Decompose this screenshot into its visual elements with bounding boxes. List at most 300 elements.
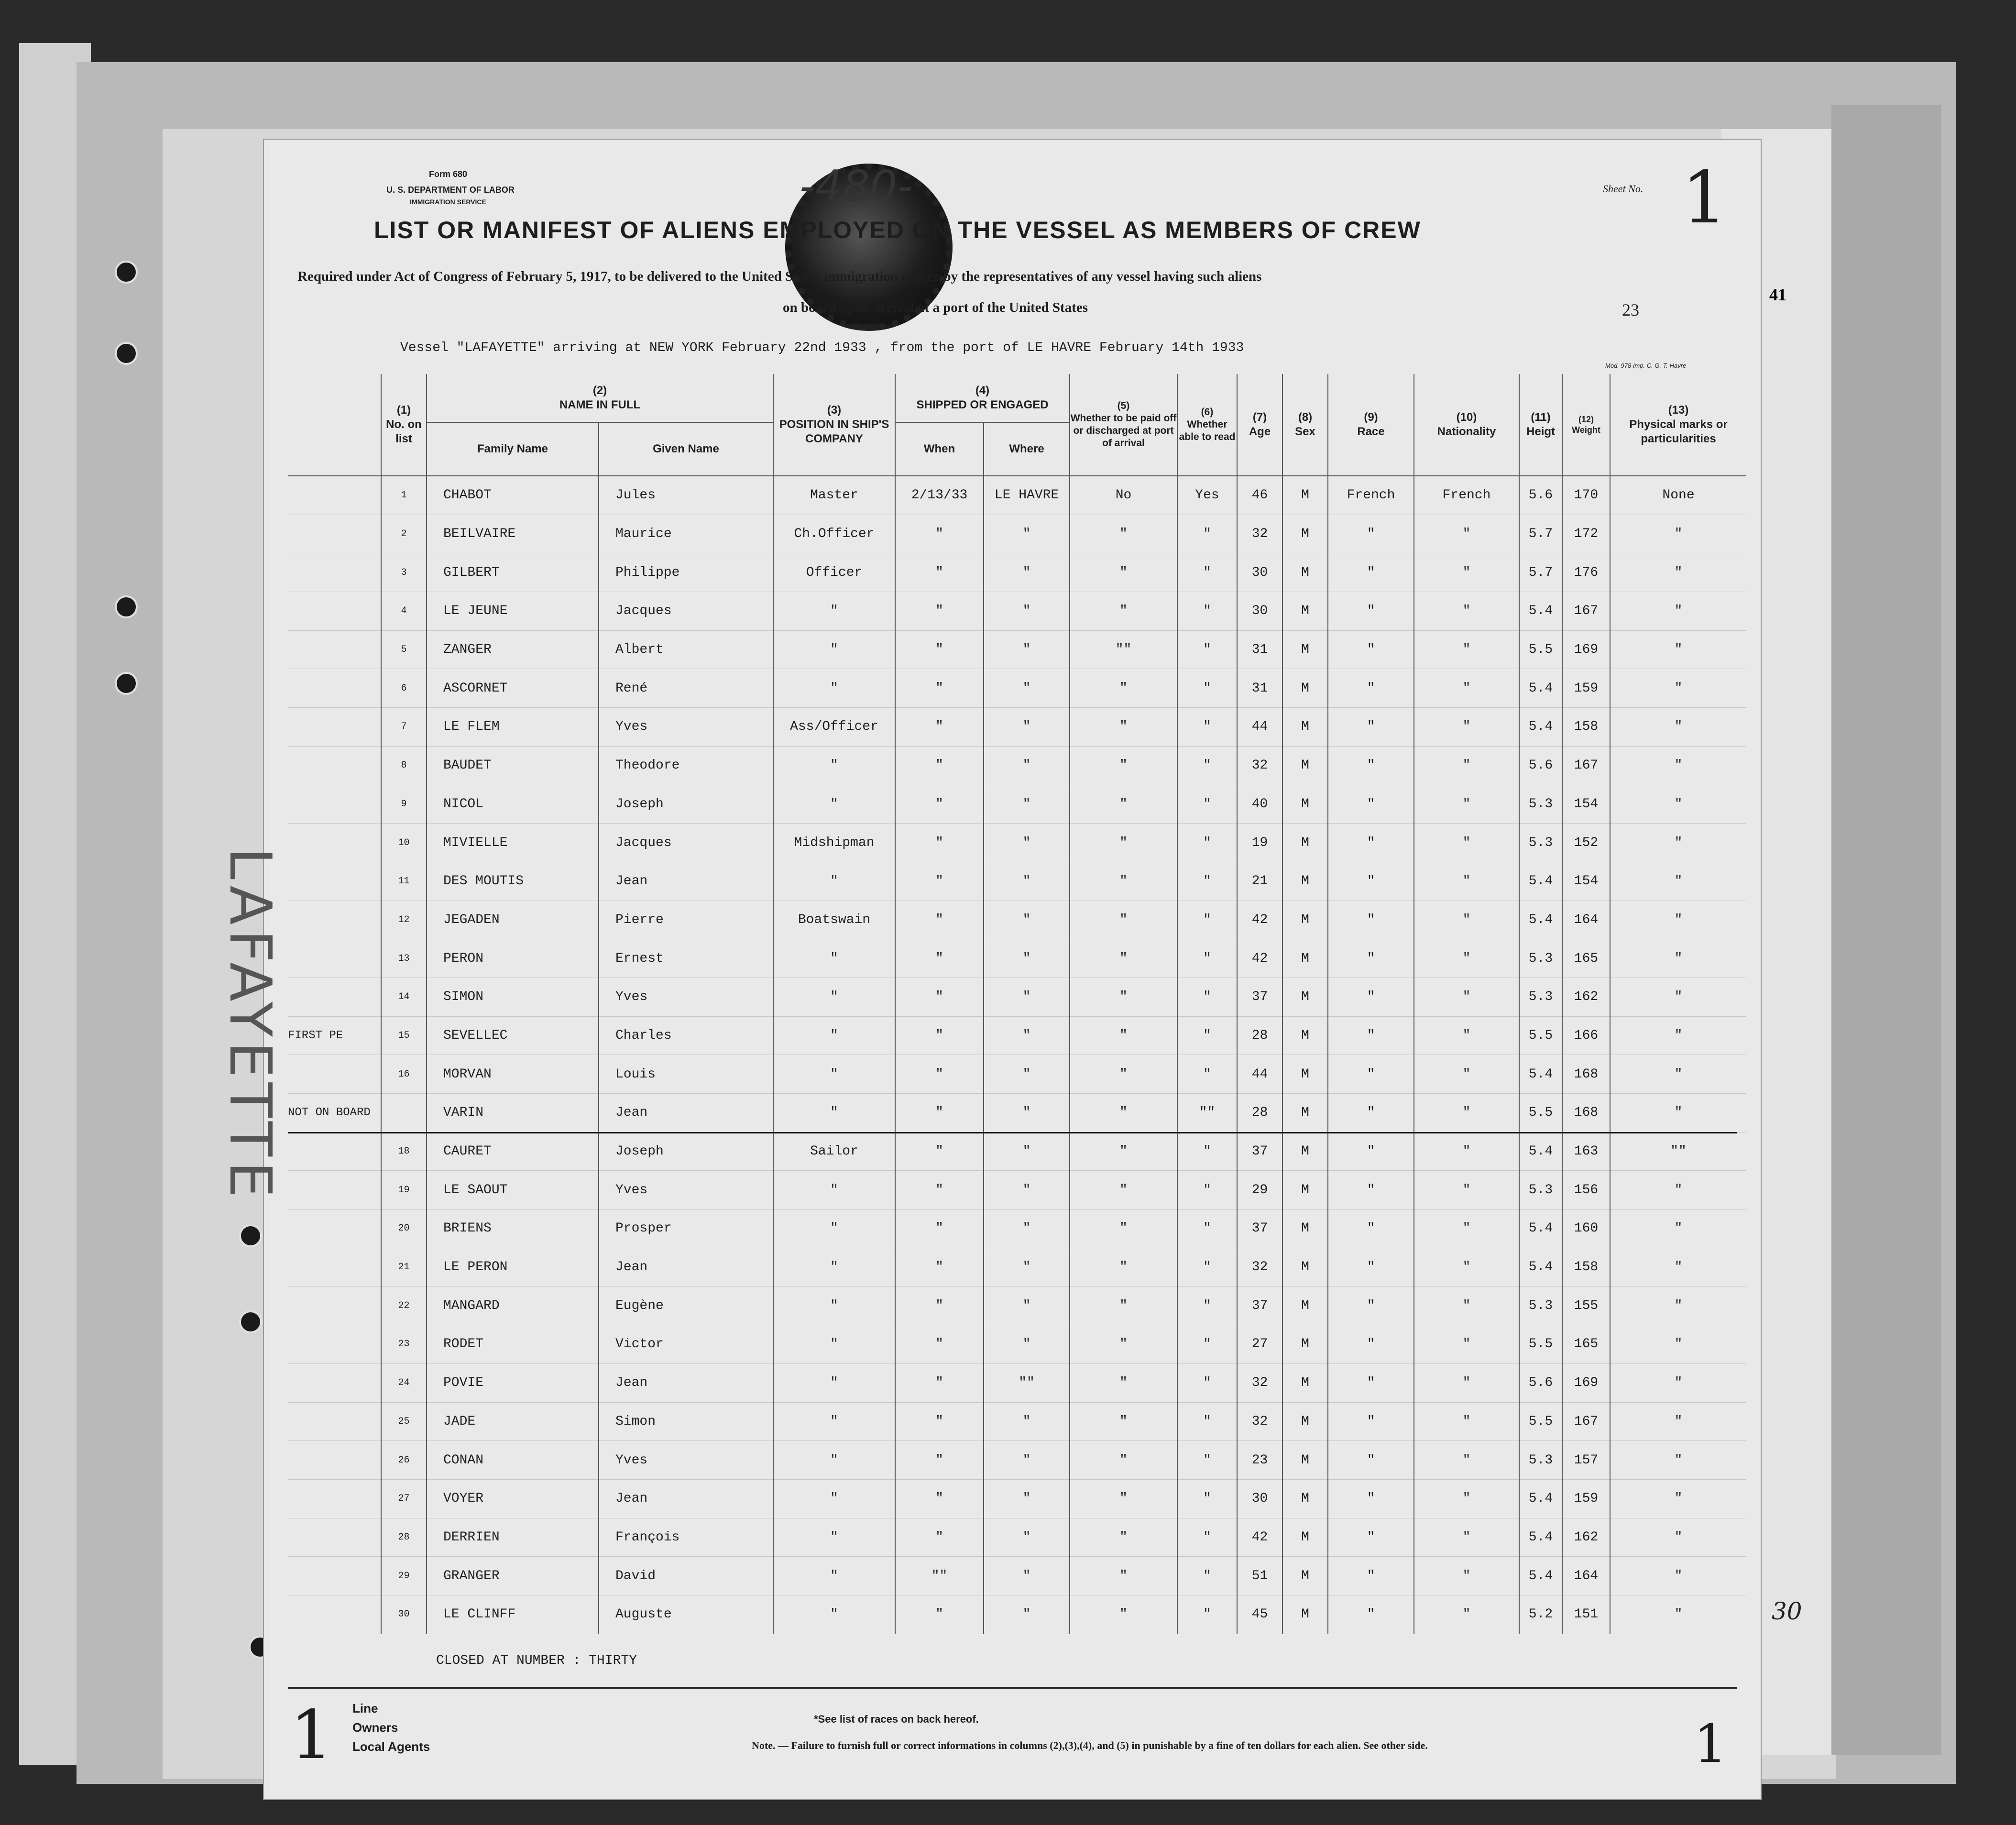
age-cell: 44 [1237,708,1282,747]
race-cell: " [1328,1557,1414,1595]
weight-cell: 169 [1562,1363,1610,1402]
race-cell: " [1328,1132,1414,1171]
punch-hole [115,595,138,618]
position-cell: " [773,1209,895,1248]
physical-marks-cell: " [1610,1363,1746,1402]
age-cell: 31 [1237,630,1282,669]
list-number-cell: 18 [381,1132,427,1171]
table-row [288,862,1746,901]
col-shipped-header: (4) SHIPPED OR ENGAGED [895,374,1070,422]
race-cell: " [1328,1325,1414,1364]
height-cell: 5.4 [1519,669,1562,708]
physical-marks-cell: "" [1610,1132,1746,1171]
shipped-where-cell: " [984,553,1070,592]
sex-cell: M [1282,1595,1328,1634]
paid-off-cell: " [1070,978,1177,1016]
given-name-cell: Maurice [599,515,773,553]
list-number-cell: 29 [381,1557,427,1595]
physical-marks-cell: " [1610,862,1746,901]
margin-note-cell [288,669,381,708]
physical-marks-cell: None [1610,476,1746,515]
family-name-cell: LE FLEM [427,708,599,747]
physical-marks-cell: " [1610,1248,1746,1286]
physical-marks-cell: " [1610,515,1746,553]
age-cell: 42 [1237,901,1282,939]
height-cell: 5.4 [1519,592,1562,631]
race-cell: " [1328,515,1414,553]
margin-note-cell [288,1132,381,1171]
position-cell: " [773,1363,895,1402]
given-name-cell: René [599,669,773,708]
position-cell: " [773,669,895,708]
paid-off-cell: " [1070,592,1177,631]
list-number-cell: 10 [381,824,427,862]
family-name-cell: VOYER [427,1479,599,1518]
margin-note-cell [288,1209,381,1248]
shipped-when-cell: " [895,978,984,1016]
shipped-when-cell: " [895,1132,984,1171]
shipped-where-cell: " [984,1518,1070,1557]
height-cell: 5.4 [1519,862,1562,901]
sex-cell: M [1282,1325,1328,1364]
physical-marks-cell: " [1610,1016,1746,1055]
weight-cell: 172 [1562,515,1610,553]
side-handwritten-number: 30 [1772,1597,1802,1625]
margin-header [288,374,381,476]
sex-cell: M [1282,592,1328,631]
nationality-cell: " [1414,824,1519,862]
age-cell: 32 [1237,515,1282,553]
race-cell: " [1328,1016,1414,1055]
list-number-cell: 20 [381,1209,427,1248]
height-cell: 5.5 [1519,1094,1562,1132]
given-name-cell: Eugène [599,1286,773,1325]
given-name-cell: Jean [599,1479,773,1518]
list-number-cell: 23 [381,1325,427,1364]
shipped-when-cell: " [895,1479,984,1518]
list-number-cell: 13 [381,939,427,978]
shipped-where-cell: " [984,515,1070,553]
given-name-cell: Yves [599,978,773,1016]
weight-cell: 160 [1562,1209,1610,1248]
height-cell: 5.2 [1519,1595,1562,1634]
shipped-where-cell: " [984,1132,1070,1171]
weight-cell: 158 [1562,708,1610,747]
margin-note-cell [288,708,381,747]
shipped-where-cell: " [984,1286,1070,1325]
physical-marks-cell: " [1610,1325,1746,1364]
position-cell: " [773,630,895,669]
shipped-where-cell: " [984,630,1070,669]
margin-note-cell [288,1248,381,1286]
shipped-where-cell: " [984,1016,1070,1055]
race-cell: " [1328,824,1414,862]
physical-marks-cell: " [1610,978,1746,1016]
given-name-cell: François [599,1518,773,1557]
race-cell: " [1328,978,1414,1016]
height-cell: 5.5 [1519,630,1562,669]
sex-cell: M [1282,824,1328,862]
race-cell: " [1328,1518,1414,1557]
given-name-cell: Theodore [599,746,773,785]
table-row [288,1325,1746,1364]
list-number-cell: 8 [381,746,427,785]
punch-hole [115,672,138,695]
margin-note-cell [288,515,381,553]
race-cell: " [1328,553,1414,592]
table-row [288,476,1746,515]
margin-note-cell [288,978,381,1016]
table-row [288,1055,1746,1094]
list-number-cell [381,1094,427,1132]
margin-note-cell [288,1286,381,1325]
margin-note-cell [288,1363,381,1402]
list-number-cell: 3 [381,553,427,592]
sex-cell: M [1282,1518,1328,1557]
sex-cell: M [1282,1363,1328,1402]
table-row [288,901,1746,939]
position-cell: " [773,1248,895,1286]
punch-hole [115,342,138,365]
physical-marks-cell: " [1610,1557,1746,1595]
position-cell: " [773,746,895,785]
physical-marks-cell: " [1610,1171,1746,1209]
sheet-number: 1 [1682,156,1728,240]
given-name-cell: Yves [599,1441,773,1480]
list-number-cell: 30 [381,1595,427,1634]
race-cell: " [1328,862,1414,901]
margin-note-cell [288,1479,381,1518]
sex-cell: M [1282,476,1328,515]
list-number-cell: 5 [381,630,427,669]
weight-cell: 151 [1562,1595,1610,1634]
position-cell: " [773,1094,895,1132]
nationality-cell: " [1414,669,1519,708]
given-name-cell: Joseph [599,785,773,824]
col-no-header: (1) No. on list [381,374,427,476]
list-number-cell: 4 [381,592,427,631]
weight-cell: 159 [1562,1479,1610,1518]
position-cell: " [773,1595,895,1634]
race-cell: " [1328,1209,1414,1248]
height-cell: 5.3 [1519,785,1562,824]
margin-note-cell [288,785,381,824]
family-name-cell: MANGARD [427,1286,599,1325]
sex-cell: M [1282,862,1328,901]
position-cell: " [773,1286,895,1325]
margin-note-cell [288,1402,381,1441]
manifest-title: LIST OR MANIFEST OF ALIENS EMPLOYED ON THE VESSEL AS MEMBERS OF CREW [374,217,1421,243]
family-name-cell: ASCORNET [427,669,599,708]
margin-note-cell [288,862,381,901]
race-cell: " [1328,746,1414,785]
weight-cell: 164 [1562,1557,1610,1595]
nationality-cell: " [1414,978,1519,1016]
family-name-cell: CAURET [427,1132,599,1171]
paid-off-cell: " [1070,1518,1177,1557]
shipped-when-cell: "" [895,1557,984,1595]
nationality-cell: " [1414,1094,1519,1132]
height-cell: 5.4 [1519,1209,1562,1248]
margin-note-cell [288,1441,381,1480]
list-number-cell: 21 [381,1248,427,1286]
age-cell: 32 [1237,746,1282,785]
able-to-read-cell: " [1177,1557,1237,1595]
height-cell: 5.3 [1519,1286,1562,1325]
margin-note-cell [288,553,381,592]
family-name-cell: BAUDET [427,746,599,785]
able-to-read-cell: " [1177,1479,1237,1518]
shipped-where-cell: " [984,1094,1070,1132]
physical-marks-cell: " [1610,1441,1746,1480]
family-name-cell: LE JEUNE [427,592,599,631]
able-to-read-cell: " [1177,1016,1237,1055]
shipped-when-cell: " [895,785,984,824]
paid-off-cell: " [1070,824,1177,862]
able-to-read-cell: " [1177,1209,1237,1248]
given-name-cell: Prosper [599,1209,773,1248]
shipped-when-cell: " [895,1055,984,1094]
physical-marks-cell: " [1610,785,1746,824]
margin-note-cell [288,1055,381,1094]
family-name-cell: GILBERT [427,553,599,592]
able-to-read-cell: " [1177,1518,1237,1557]
list-number-cell: 15 [381,1016,427,1055]
paid-off-cell: " [1070,1441,1177,1480]
sex-cell: M [1282,1248,1328,1286]
able-to-read-cell: " [1177,669,1237,708]
table-row [288,978,1746,1016]
age-cell: 37 [1237,1209,1282,1248]
physical-marks-cell: " [1610,901,1746,939]
height-cell: 5.7 [1519,515,1562,553]
nationality-cell: " [1414,746,1519,785]
able-to-read-cell: " [1177,515,1237,553]
able-to-read-cell: " [1177,630,1237,669]
nationality-cell: " [1414,939,1519,978]
races-note: *See list of races on back hereof. [814,1713,979,1725]
list-number-cell: 7 [381,708,427,747]
table-row [288,1171,1746,1209]
family-name-cell: LE SAOUT [427,1171,599,1209]
paid-off-cell: " [1070,1248,1177,1286]
able-to-read-cell: " [1177,592,1237,631]
height-cell: 5.6 [1519,1363,1562,1402]
weight-cell: 155 [1562,1286,1610,1325]
nationality-cell: " [1414,1518,1519,1557]
list-number-cell: 9 [381,785,427,824]
position-cell: " [773,1557,895,1595]
family-name-cell: ZANGER [427,630,599,669]
weight-cell: 170 [1562,476,1610,515]
age-cell: 30 [1237,553,1282,592]
weight-cell: 158 [1562,1248,1610,1286]
position-cell: Ass/Officer [773,708,895,747]
shipped-where-cell: " [984,1441,1070,1480]
position-cell: " [773,862,895,901]
given-name-cell: Joseph [599,1132,773,1171]
shipped-where-cell: " [984,1325,1070,1364]
age-cell: 45 [1237,1595,1282,1634]
weight-cell: 167 [1562,592,1610,631]
nationality-cell: " [1414,592,1519,631]
nationality-cell: " [1414,708,1519,747]
physical-marks-cell: " [1610,824,1746,862]
shipped-when-cell: " [895,862,984,901]
physical-marks-cell: " [1610,1209,1746,1248]
weight-cell: 167 [1562,1402,1610,1441]
paid-off-cell: " [1070,1402,1177,1441]
col-marks-header: (13) Physical marks or particularities [1610,374,1746,476]
fine-note: Note. — Failure to furnish full or correct informations in columns (2),(3),(4), and (5) in punishable by a fine of ten dollars for each alien. See other side. [752,1739,1428,1751]
nationality-cell: " [1414,1209,1519,1248]
family-name-cell: DES MOUTIS [427,862,599,901]
nationality-cell: " [1414,862,1519,901]
paid-off-cell: " [1070,515,1177,553]
position-cell: Officer [773,553,895,592]
age-cell: 51 [1237,1557,1282,1595]
able-to-read-cell: " [1177,708,1237,747]
weight-cell: 163 [1562,1132,1610,1171]
paid-off-cell: " [1070,1595,1177,1634]
height-cell: 5.5 [1519,1016,1562,1055]
handwritten-page-mark: -480- [800,161,913,211]
family-name-cell: BEILVAIRE [427,515,599,553]
footer-sheet-number-right: 1 [1694,1713,1727,1774]
table-row [288,1441,1746,1480]
margin-note-cell [288,824,381,862]
shipped-when-cell: " [895,1441,984,1480]
weight-cell: 169 [1562,630,1610,669]
paid-off-cell: " [1070,1479,1177,1518]
punch-hole [239,1224,262,1247]
sex-cell: M [1282,1479,1328,1518]
margin-note-cell [288,901,381,939]
shipped-where-cell: " [984,862,1070,901]
position-cell: Master [773,476,895,515]
given-name-cell: Jacques [599,592,773,631]
closed-at-number: CLOSED AT NUMBER : THIRTY [436,1653,637,1668]
sex-cell: M [1282,1209,1328,1248]
shipped-where-cell: " [984,1557,1070,1595]
shipped-when-cell: " [895,669,984,708]
given-name-cell: Jacques [599,824,773,862]
physical-marks-cell: " [1610,1286,1746,1325]
position-cell: " [773,1518,895,1557]
able-to-read-cell: "" [1177,1094,1237,1132]
list-number-cell: 12 [381,901,427,939]
nationality-cell: " [1414,785,1519,824]
height-cell: 5.6 [1519,746,1562,785]
margin-note-cell [288,1171,381,1209]
able-to-read-cell: " [1177,1055,1237,1094]
race-cell: " [1328,1479,1414,1518]
list-number-cell: 6 [381,669,427,708]
able-to-read-cell: " [1177,785,1237,824]
age-cell: 27 [1237,1325,1282,1364]
paid-off-cell: " [1070,669,1177,708]
shipped-when-cell: " [895,901,984,939]
col-weight-header: (12) Weight [1562,374,1610,476]
col-nationality-header: (10) Nationality [1414,374,1519,476]
paid-off-cell: " [1070,1094,1177,1132]
family-name-cell: JEGADEN [427,901,599,939]
shipped-where-cell: "" [984,1363,1070,1402]
list-number-cell: 14 [381,978,427,1016]
table-row [288,669,1746,708]
physical-marks-cell: " [1610,592,1746,631]
weight-cell: 167 [1562,746,1610,785]
margin-note-cell [288,476,381,515]
shipped-when-cell: " [895,1016,984,1055]
service-name: IMMIGRATION SERVICE [410,198,486,206]
age-cell: 37 [1237,1286,1282,1325]
race-cell: " [1328,1055,1414,1094]
shipped-when-cell: " [895,515,984,553]
margin-note-cell [288,592,381,631]
position-cell: Ch.Officer [773,515,895,553]
margin-note-cell [288,630,381,669]
shipped-where-cell: " [984,939,1070,978]
weight-cell: 168 [1562,1055,1610,1094]
list-number-cell: 11 [381,862,427,901]
shipped-where-cell: " [984,708,1070,747]
paid-off-cell: " [1070,553,1177,592]
age-cell: 44 [1237,1055,1282,1094]
weight-cell: 165 [1562,1325,1610,1364]
given-name-cell: Yves [599,1171,773,1209]
nationality-cell: " [1414,1595,1519,1634]
position-cell: " [773,592,895,631]
able-to-read-cell: " [1177,746,1237,785]
table-row [288,1479,1746,1518]
col-height-header: (11) Heigt [1519,374,1562,476]
department-name: U. S. DEPARTMENT OF LABOR [386,185,515,195]
height-cell: 5.4 [1519,1479,1562,1518]
printer-mark: Mod. 978 Imp. C. G. T. Havre [1605,362,1687,369]
height-cell: 5.4 [1519,1248,1562,1286]
shipped-where-cell: " [984,901,1070,939]
race-cell: " [1328,939,1414,978]
age-cell: 37 [1237,1132,1282,1171]
given-name-cell: Auguste [599,1595,773,1634]
sex-cell: M [1282,1402,1328,1441]
sheet-label: Sheet No. [1603,183,1643,195]
table-row [288,1209,1746,1248]
list-number-cell: 24 [381,1363,427,1402]
manifest-subtitle: Required under Act of Congress of February 5, 1917, to be delivered to the United States immigration officer by the representatives of any vessel having such aliens [297,269,1262,284]
table-row [288,1016,1746,1055]
table-row [288,1402,1746,1441]
able-to-read-cell: " [1177,824,1237,862]
shipped-where-cell: " [984,785,1070,824]
age-cell: 42 [1237,1518,1282,1557]
side-page-number: 41 [1769,285,1786,304]
list-number-cell: 1 [381,476,427,515]
race-cell: " [1328,1094,1414,1132]
age-cell: 28 [1237,1094,1282,1132]
physical-marks-cell: " [1610,1479,1746,1518]
sex-cell: M [1282,1171,1328,1209]
height-cell: 5.4 [1519,1557,1562,1595]
nationality-cell: " [1414,1171,1519,1209]
sex-cell: M [1282,708,1328,747]
nationality-cell: " [1414,1325,1519,1364]
weight-cell: 152 [1562,824,1610,862]
family-name-cell: RODET [427,1325,599,1364]
weight-cell: 168 [1562,1094,1610,1132]
given-name-cell: Philippe [599,553,773,592]
